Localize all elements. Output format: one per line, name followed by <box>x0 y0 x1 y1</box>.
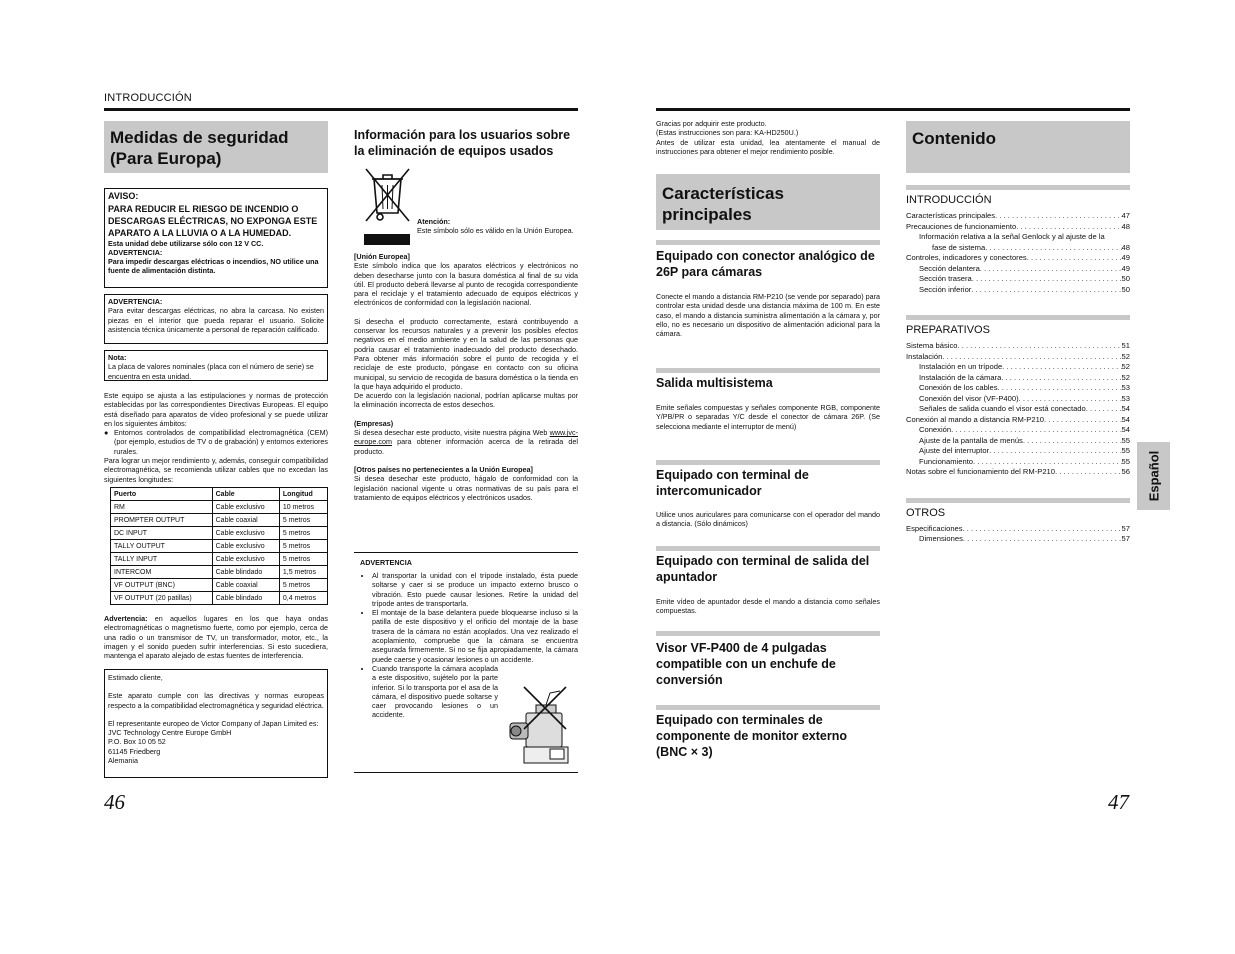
toc-entry-label: Controles, indicadores y conectores <box>906 253 1027 262</box>
feature-title: Equipado con terminal de salida del apuntador <box>656 554 870 584</box>
table-row <box>111 527 328 540</box>
toc-leader-dots <box>973 457 1122 468</box>
toc-section <box>906 315 1130 478</box>
table-row <box>111 501 328 514</box>
disposal-body <box>354 252 578 502</box>
table-cell: Cable exclusivo <box>212 501 279 514</box>
toc-entry[interactable] <box>906 362 1130 373</box>
toc-leader-dots <box>1023 436 1122 447</box>
toc-leader-dots <box>971 285 1121 296</box>
table-cell: 0,4 metros <box>279 592 327 605</box>
cable-table-header-cell: Cable <box>212 488 279 501</box>
aviso-voltage: Esta unidad debe utilizarse sólo con 12 V CC. <box>108 238 264 248</box>
toc-entry[interactable] <box>906 415 1130 426</box>
toc-entry-page: 52 <box>1121 351 1130 361</box>
toc-entry-page: 48 <box>1121 242 1130 252</box>
table-cell: RM <box>111 501 213 514</box>
table-row <box>111 553 328 566</box>
toc-entry[interactable] <box>906 211 1130 222</box>
toc-entry[interactable] <box>906 232 1130 243</box>
table-cell: Cable blindado <box>212 592 279 605</box>
header-rule <box>104 108 578 111</box>
toc-section-bar <box>906 498 1130 503</box>
feature-title: Equipado con conector analógico de 26P para cámaras <box>656 249 875 279</box>
interference-text: en aquellos lugares en los que haya ondas electromagnéticas o magnetismo fuerte, como por ejemplo, cerca de una radio o un transmisor de TV, un transformador, motor, etc., la imagen y el sonido pueden sufrir interferencias. Si esto sucediera, mantenga el aparato alejado de estas fuentes de interferencia. <box>104 614 328 661</box>
table-cell: Cable blindado <box>212 566 279 579</box>
disposal-title: Información para los usuarios sobre la eliminación de equipos usados <box>354 128 571 158</box>
aviso-heading: AVISO: <box>108 191 139 201</box>
toc-leader-dots <box>985 243 1121 254</box>
feature-title: Equipado con terminal de intercomunicador <box>656 468 809 498</box>
toc-entry-page: 50 <box>1121 284 1130 294</box>
toc-entry-label: Dimensiones <box>919 534 963 543</box>
page-number-right: 47 <box>1108 790 1129 814</box>
language-tab-label: Español <box>1146 450 1161 502</box>
cable-table-body <box>111 501 328 605</box>
toc-entry[interactable] <box>906 394 1130 405</box>
toc-entry-label: Funcionamiento <box>919 456 974 466</box>
adv-heading: ADVERTENCIA <box>360 558 412 567</box>
toc-leader-dots <box>958 341 1122 352</box>
toc-entry-label: Precauciones de funcionamiento <box>906 221 1017 231</box>
feature-title: Salida multisistema <box>656 376 773 390</box>
toc-entry-page: 52 <box>1121 362 1130 371</box>
toc-section-title: PREPARATIVOS <box>906 324 990 336</box>
address-line: P.O. Box 10 05 52 <box>108 737 166 747</box>
table-cell: PROMPTER OUTPUT <box>111 514 213 527</box>
toc-entry-page: 54 <box>1121 425 1130 434</box>
toc-leader-dots <box>1001 373 1121 384</box>
table-cell: 5 metros <box>279 527 327 540</box>
advertencia-heading: ADVERTENCIA: <box>108 297 163 306</box>
table-row <box>111 514 328 527</box>
toc-leader-dots <box>972 274 1122 285</box>
eu-paragraph: De acuerdo con la legislación nacional, podrían aplicarse multas por la eliminación incorrecta de estos desechos. <box>354 391 578 410</box>
toc-entry[interactable] <box>906 436 1130 447</box>
toc-entry-label: fase de sistema <box>932 242 986 252</box>
nota-text: La placa de valores nominales (placa con el número de serie) se encuentra en esta unidad. <box>108 362 314 381</box>
safety-title-line2: (Para Europa) <box>110 149 222 168</box>
table-cell: TALLY OUTPUT <box>111 540 213 553</box>
toc-entry-label: Conexión de los cables <box>919 383 998 392</box>
feature-bar <box>656 546 880 551</box>
toc-entry-label: Instalación en un trípode <box>919 362 1003 371</box>
toc-leader-dots <box>963 534 1122 545</box>
aviso-box <box>104 188 328 288</box>
aviso-text: PARA REDUCIR EL RIESGO DE INCENDIO O DESCARGAS ELÉCTRICAS, NO EXPONGA ESTE APARATO A LA LLUVIA O A LA HUMEDAD. <box>108 203 318 238</box>
toc-leader-dots <box>1002 362 1121 373</box>
table-cell: INTERCOM <box>111 566 213 579</box>
nota-heading: Nota: <box>108 353 127 362</box>
table-cell: Cable exclusivo <box>212 527 279 540</box>
address-line: JVC Technology Centre Europe GmbH <box>108 728 232 738</box>
toc-entry[interactable] <box>906 446 1130 457</box>
dear-text: Este aparato cumple con las directivas y normas europeas respecto a la compatibilidad electromagnética y seguridad eléctrica. <box>108 691 324 710</box>
atencion-note <box>417 217 579 236</box>
table-cell: 5 metros <box>279 540 327 553</box>
dear-customer: Estimado cliente, <box>108 673 163 682</box>
aviso-adv-heading: ADVERTENCIA: <box>108 247 163 257</box>
table-cell: Cable coaxial <box>212 514 279 527</box>
toc-leader-dots <box>989 446 1121 457</box>
advertencia-box <box>104 294 328 344</box>
toc-entry[interactable] <box>906 243 1130 254</box>
toc-leader-dots <box>1044 415 1122 426</box>
interference-note <box>104 614 328 660</box>
toc-entry[interactable] <box>906 467 1130 478</box>
table-cell: TALLY INPUT <box>111 553 213 566</box>
toc-entry[interactable] <box>906 274 1130 285</box>
feature-title: Visor VF-P400 de 4 pulgadas compatible con un enchufe de conversión <box>656 641 836 687</box>
toc-leader-dots <box>963 524 1122 535</box>
toc-entry-label: Conexión del visor (VF-P400) <box>919 393 1019 403</box>
toc-entry-page: 51 <box>1121 341 1130 350</box>
table-cell: Cable coaxial <box>212 579 279 592</box>
safety-title-line1: Medidas de seguridad <box>110 128 289 147</box>
toc-entry-page: 53 <box>1121 383 1130 392</box>
empresas-text-b: para obtener información acerca de la retirada del producto. <box>354 437 578 456</box>
atencion-text: Este símbolo sólo es válido en la Unión Europea. <box>417 226 574 236</box>
toc-leader-dots <box>980 264 1122 275</box>
table-cell: VF OUTPUT (20 patillas) <box>111 592 213 605</box>
table-cell: VF OUTPUT (BNC) <box>111 579 213 592</box>
contents-title: Contenido <box>912 129 997 148</box>
feature-bar <box>656 240 880 245</box>
empresas-heading: (Empresas) <box>354 418 394 428</box>
toc-entry-label: Ajuste del interruptor <box>919 446 990 455</box>
toc-entry-label: Características principales <box>906 211 996 220</box>
intro-text <box>656 119 880 156</box>
toc-entry-page: 48 <box>1121 221 1130 231</box>
running-header: INTRODUCCIÓN <box>104 92 192 104</box>
toc-entry[interactable] <box>906 457 1130 468</box>
black-bar <box>364 234 410 245</box>
address-line: Alemania <box>108 756 138 766</box>
toc-leader-dots <box>1016 222 1121 233</box>
toc-entry[interactable] <box>906 373 1130 384</box>
eu-heading: [Unión Europea] <box>354 252 410 261</box>
toc-entry[interactable] <box>906 264 1130 275</box>
feature-text: Emite vídeo de apuntador desde el mando a distancia como señales compuestas. <box>656 597 880 616</box>
crossed-bin-icon <box>360 165 415 233</box>
toc-leader-dots <box>942 352 1121 363</box>
toc-section-bar <box>906 185 1130 190</box>
intro-line: (Estas instrucciones son para: KA-HD250U.) <box>656 128 799 138</box>
toc-entry-label: Conexión <box>919 425 952 434</box>
bullet-icon: ● <box>104 428 109 438</box>
feature-bar <box>656 460 880 465</box>
header-rule-right <box>656 108 1130 111</box>
empresas-text-a: Si desea desechar este producto, visite nuestra página Web <box>354 428 550 438</box>
toc-entry[interactable] <box>906 383 1130 394</box>
toc-entry-page: 47 <box>1121 211 1130 220</box>
toc-entry-label: Notas sobre el funcionamiento del RM-P210 <box>906 467 1056 476</box>
toc-entry[interactable] <box>906 404 1130 415</box>
address-line: 61145 Friedberg <box>108 746 161 756</box>
page-number-left: 46 <box>104 790 125 814</box>
cable-table-header-cell: Longitud <box>279 488 327 501</box>
toc-entry-label: Ajuste de la pantalla de menús <box>919 435 1023 445</box>
toc-entry-page: 52 <box>1121 372 1130 382</box>
interference-heading: Advertencia: <box>104 614 148 623</box>
other-countries-heading: [Otros países no pertenecientes a la Unión Europea] <box>354 464 533 474</box>
toc-entry[interactable] <box>906 341 1130 352</box>
cable-table-header-cell: Puerto <box>111 488 213 501</box>
advertencia-text: Para evitar descargas eléctricas, no abra la carcasa. No existen piezas en el interior que pueda reparar el usuario. Solicite asistencia técnica únicamente a personal de reparación calificado. <box>108 306 324 334</box>
adv-item: • Al transportar la unidad con el trípode instalado, ésta puede soltarse y caer si se produce un impacto externo brusco o vibración. Esto puede causar lesiones. Retire la unidad del trípode antes de transportarla. <box>372 571 578 608</box>
toc-entry-page: 50 <box>1121 274 1130 283</box>
toc-section <box>906 185 1130 295</box>
intro-line: Gracias por adquirir este producto. <box>656 119 767 128</box>
eu-paragraph: Si desecha el producto correctamente, estará contribuyendo a conservar los recursos naturales y a prevenir los posibles efectos negativos en el medio ambiente y en la salud de las personas que podría causar el tratamiento inadecuado del producto desechado. Para obtener más información sobre el punto de recogida y el reciclaje de este producto, póngase en contacto con su oficina municipal, su servicio de recogida de basura doméstica o la tienda en la que haya adquirido el producto. <box>354 316 578 391</box>
table-of-contents <box>906 185 1130 545</box>
toc-section-title: OTROS <box>906 506 946 519</box>
toc-entry-label: Sistema básico <box>906 341 958 350</box>
toc-entry[interactable] <box>906 425 1130 436</box>
table-cell: 10 metros <box>279 501 327 514</box>
emc-intro: Este equipo se ajusta a las estipulaciones y normas de protección establecidas por las correspondientes Directivas Europeas. El equipo está diseñado para aparatos de vídeo profesional y se puede utilizar en los siguientes ámbitos: <box>104 391 328 428</box>
empresas-text <box>354 428 578 456</box>
advertencia-rule <box>354 552 578 553</box>
toc-entry-page: 54 <box>1121 404 1130 413</box>
feature-text: Utilice unos auriculares para comunicarse con el operador del mando a distancia. (Sólo dinámicos) <box>656 510 880 529</box>
toc-leader-dots <box>995 211 1121 222</box>
safety-title-box <box>104 121 328 173</box>
toc-entry[interactable] <box>906 222 1130 233</box>
other-countries-text: Si desea desechar este producto, hágalo de conformidad con la legislación nacional vigente u otras normativas de su país para el tratamiento de equipos eléctricos y electrónicos usados. <box>354 474 578 502</box>
toc-section <box>906 498 1130 545</box>
intro-line: Antes de utilizar esta unidad, lea atentamente el manual de instrucciones para obtener el mejor rendimiento posible. <box>656 137 880 156</box>
feature-text: Emite señales compuestas y señales componente RGB, componente Y/PB/PR o separadas Y/C desde el conector de cámara 26P. (Se selecciona mediante el interruptor de menú) <box>656 403 880 431</box>
column-end-rule <box>354 772 578 773</box>
toc-entry-label: Información relativa a la señal Genlock y al ajuste de la <box>919 232 1105 241</box>
toc-entry-page: 57 <box>1121 523 1130 533</box>
cable-table-header <box>111 488 328 501</box>
toc-entry-label: Sección inferior <box>919 284 972 294</box>
toc-entry-label: Sección trasera <box>919 274 972 283</box>
representative-text: El representante europeo de Victor Company of Japan Limited es: <box>108 718 319 728</box>
features-title-box <box>656 174 880 230</box>
feature-bar <box>656 368 880 373</box>
emc-text <box>104 391 328 484</box>
adv-item: • El montaje de la base delantera puede bloquearse incluso si la patilla de este dispositivo y el orificio del montaje de la base trasera de la cámara no están acoplados. Una vez realizado el acoplamiento, compruebe que la cámara se encuentra asegurada firmemente. Si no se fija apropiadamente, la cámara puede caerse y ocasionar lesiones o un accidente. <box>372 608 578 664</box>
toc-section-title: INTRODUCCIÓN <box>906 194 992 206</box>
cable-table <box>110 487 328 605</box>
emc-bullet <box>104 428 328 456</box>
atencion-heading: Atención: <box>417 217 451 226</box>
table-row <box>111 579 328 592</box>
toc-entry-page: 53 <box>1121 393 1130 403</box>
table-cell: Cable exclusivo <box>212 553 279 566</box>
toc-entry-label: Sección delantera <box>919 263 980 273</box>
table-row <box>111 566 328 579</box>
toc-entry[interactable] <box>906 285 1130 296</box>
toc-entry-label: Especificaciones <box>906 523 963 533</box>
emc-cables-text: Para lograr un mejor rendimiento y, además, conseguir compatibilidad electromagnética, se recomienda utilizar cables que no excedan las siguientes longitudes: <box>104 456 328 484</box>
table-cell: DC INPUT <box>111 527 213 540</box>
toc-section-bar <box>906 315 1130 320</box>
table-row <box>111 592 328 605</box>
table-row <box>111 540 328 553</box>
toc-leader-dots <box>1086 404 1122 415</box>
toc-leader-dots <box>1027 253 1122 264</box>
feature-title: Equipado con terminales de componente de monitor externo (BNC × 3) <box>656 713 847 759</box>
feature-bar <box>656 631 880 636</box>
toc-entry[interactable] <box>906 352 1130 363</box>
emc-bullet-text: Entornos controlados de compatibilidad electromagnética (CEM) (por ejemplo, estudios de TV o de grabación) y entornos exteriores rurales. <box>114 428 328 456</box>
eu-paragraph: Este símbolo indica que los aparatos eléctricos y electrónicos no deben desecharse junto con la basura doméstica al final de su vida útil. El producto deberá llevarse al punto de recogida correspondiente para el reciclaje y el tratamiento adecuado de equipos eléctricos y electrónicos de conformidad con la legislación nacional. <box>354 261 578 308</box>
toc-entry-page: 49 <box>1121 253 1130 262</box>
toc-entry-page: 49 <box>1121 263 1130 273</box>
toc-entry-page: 57 <box>1121 534 1130 543</box>
toc-leader-dots <box>998 383 1122 394</box>
toc-entry[interactable] <box>906 524 1130 535</box>
feature-bar <box>656 705 880 710</box>
toc-entry-page: 54 <box>1121 414 1130 424</box>
toc-entry-page: 55 <box>1121 456 1130 466</box>
contents-title-box <box>906 121 1130 173</box>
table-cell: 5 metros <box>279 579 327 592</box>
toc-entry-label: Instalación de la cámara <box>919 372 1002 382</box>
toc-leader-dots <box>1055 467 1122 478</box>
language-tab <box>1137 442 1170 510</box>
adv-item: • Cuando transporte la cámara acoplada a este dispositivo, sujételo por la parte inferior. Si lo transporta por el asa de la cámara, el dispositivo puede soltarse y caer provocando lesiones o un accidente. <box>372 664 498 720</box>
toc-leader-dots <box>1019 394 1122 405</box>
aviso-adv-text: Para impedir descargas eléctricas o incendios, NO utilice una fuente de alimentación distinta. <box>108 257 319 276</box>
table-cell: 1,5 metros <box>279 566 327 579</box>
toc-entry-label: Conexión al mando a distancia RM-P210 <box>906 414 1045 424</box>
feature-text: Conecte el mando a distancia RM-P210 (se vende por separado) para controlar esta unidad desde una distancia máxima de 100 m. En este caso, el mando a distancia suministra alimentación a la cámara y, por ello, no es necesario un dispositivo de alimentación adicional para la cámara. <box>656 292 880 339</box>
table-cell: 5 metros <box>279 553 327 566</box>
toc-entry-page: 56 <box>1121 467 1130 476</box>
toc-entry-label: Señales de salida cuando el visor está conectado <box>919 404 1086 413</box>
toc-entry[interactable] <box>906 253 1130 264</box>
customer-box <box>104 669 328 778</box>
toc-leader-dots <box>951 425 1121 436</box>
camera-illustration-icon <box>506 683 578 771</box>
table-cell: 5 metros <box>279 514 327 527</box>
table-cell: Cable exclusivo <box>212 540 279 553</box>
toc-entry-page: 55 <box>1121 446 1130 455</box>
nota-box <box>104 350 328 381</box>
toc-entry[interactable] <box>906 534 1130 545</box>
toc-entry-page: 55 <box>1121 435 1130 445</box>
features-title: Características principales <box>662 184 784 224</box>
website-link[interactable]: www.jvc-europe.com <box>354 428 578 447</box>
toc-entry-label: Instalación <box>906 351 943 361</box>
